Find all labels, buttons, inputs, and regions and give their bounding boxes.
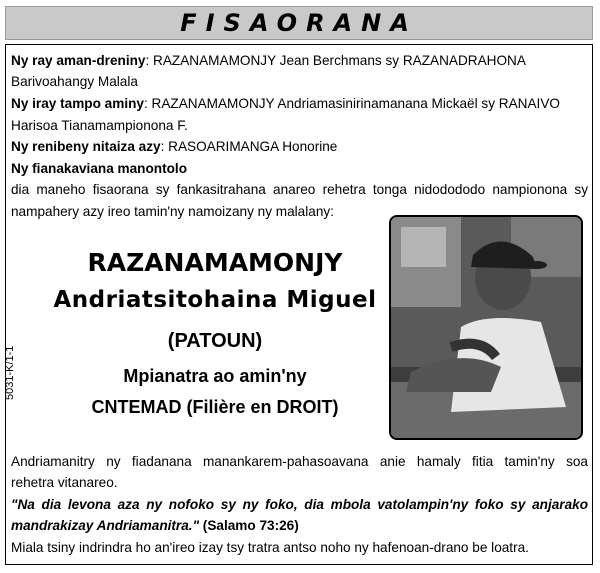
apology-line: Miala tsiny indrindra ho an'ireo izay tsy tratra antso noho ny hafenoan-drano be loatra. — [11, 540, 529, 555]
deceased-surname: RAZANAMAMONJY — [87, 248, 343, 277]
grandmother-label: Ny renibeny nitaiza azy — [11, 139, 161, 154]
page-title: FISAORANA — [180, 9, 418, 37]
siblings-line — [11, 95, 560, 113]
quote-line-2 — [11, 517, 299, 535]
parents-line-cont: Barivoahangy Malala — [11, 74, 138, 89]
thanks-line-2: nampahery azy ireo tamin'ny namoizany ny malalany: — [11, 204, 334, 219]
family-label: Ny fianakaviana manontolo — [11, 161, 188, 176]
deceased-given-names: Andriatsitohaina Miguel — [53, 287, 377, 313]
parents-line — [11, 52, 526, 70]
siblings-names: : RAZANAMAMONJY Andriamasinirinamanana Mickaël sy RANAIVO — [143, 96, 560, 111]
reference-code: 5031-K/1-1 — [4, 345, 16, 400]
quote-line-1: "Na dia levona aza ny nofoko sy ny foko, dia mbola vatolampin'ny foko sy anjarako — [11, 497, 588, 512]
siblings-line-cont: Harisoa Tianamampionona F. — [11, 118, 188, 133]
thanks-line-1: dia maneho fisaorana sy fankasitrahana anareo rehetra tonga nidodododo nampionona sy — [11, 182, 588, 197]
portrait-photo — [389, 215, 583, 440]
grandmother-name: : RASOARIMANGA Honorine — [160, 139, 338, 154]
grandmother-line — [11, 138, 337, 156]
deceased-role: Mpianatra ao amin'ny — [123, 366, 307, 386]
portrait-image — [391, 217, 581, 438]
header-banner — [5, 6, 593, 40]
parents-names: : RAZANAMAMONJY Jean Berchmans sy RAZANADRAHONA — [145, 53, 526, 68]
deceased-school: CNTEMAD (Filière en DROIT) — [91, 397, 339, 417]
deceased-nickname: (PATOUN) — [167, 330, 263, 352]
closing-line-1: Andriamanitry ny fiadanana manankarem-pahasoavana anie hamaly fitia tamin'ny soa — [11, 454, 588, 469]
closing-line-2: rehetra vitanareo. — [11, 475, 118, 490]
quote-reference: (Salamo 73:26) — [199, 518, 299, 533]
quote-text: mandrakizay Andriamanitra." — [11, 518, 200, 533]
family-line — [11, 160, 187, 178]
parents-label: Ny ray aman-dreniny — [11, 53, 146, 68]
siblings-label: Ny iray tampo aminy — [11, 96, 144, 111]
